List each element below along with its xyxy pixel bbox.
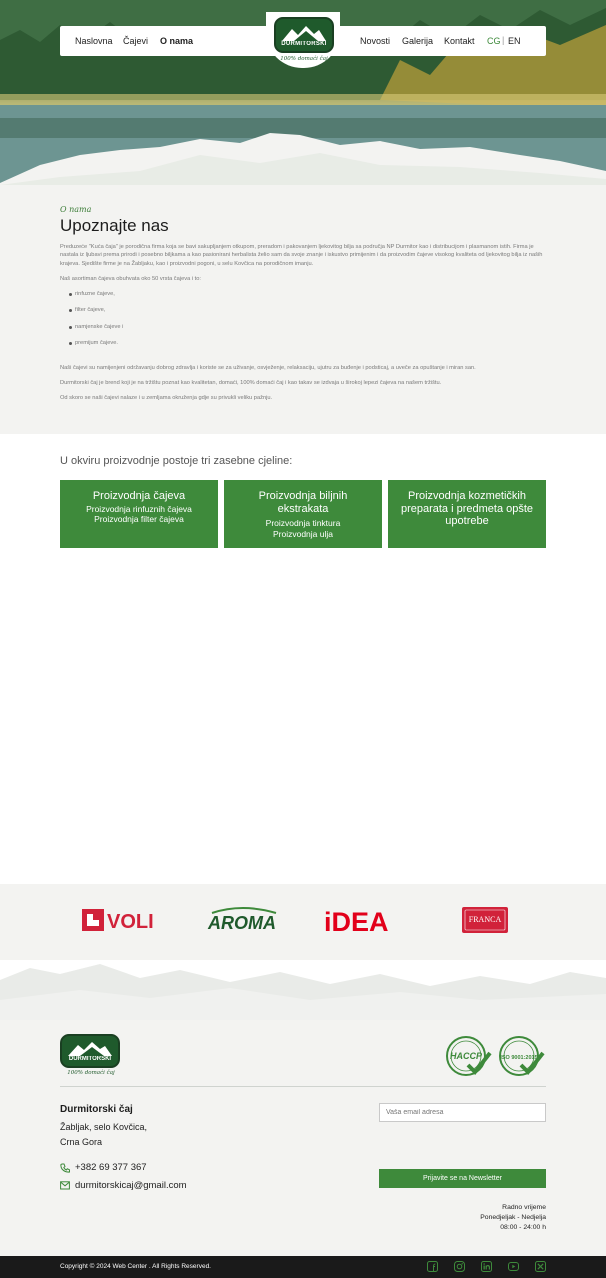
phone-number: +382 69 377 367 xyxy=(75,1162,147,1173)
mountain-logo-icon xyxy=(68,1041,112,1056)
email-address: durmitorskicaj@gmail.com xyxy=(75,1180,187,1191)
division-card-teas[interactable] xyxy=(60,480,218,548)
footer-logo[interactable] xyxy=(60,1034,120,1068)
mountain-divider xyxy=(0,125,606,185)
idea-logo-icon xyxy=(324,905,404,935)
nav-cajevi[interactable]: Čajevi xyxy=(123,36,149,46)
list-item: namjenske čajeve i xyxy=(69,324,546,341)
logo-tagline: 100% domaći čaj xyxy=(280,56,328,62)
partner-logo-idea[interactable] xyxy=(324,903,404,937)
list-item: premijum čajeve. xyxy=(69,340,546,357)
card-sub: Proizvodnja filter čajeva xyxy=(94,514,184,524)
card-title: Proizvodnja biljnih ekstrakata xyxy=(258,490,348,515)
lang-cg[interactable]: CG xyxy=(487,36,501,46)
mountain-logo-icon xyxy=(282,25,326,41)
youtube-icon[interactable] xyxy=(508,1261,519,1272)
about-paragraph-5: Od skoro se naši čajevi nalaze i u zemljama okruženja gdje su privukli veliku pažnju. xyxy=(60,395,273,402)
phone-icon xyxy=(60,1163,70,1173)
nav-o-nama[interactable]: O nama xyxy=(160,36,194,46)
hours-days: Ponedjeljak - Nedjelja xyxy=(480,1213,546,1221)
address-line: Crna Gora xyxy=(60,1137,103,1147)
copyright-text: Copyright © 2024 Web Center . All Rights Reserved. xyxy=(60,1263,211,1270)
section-eyebrow: O nama xyxy=(60,205,92,214)
hours-label: Radno vrijeme xyxy=(502,1204,546,1211)
working-hours xyxy=(480,1203,546,1232)
card-sub: Proizvodnja tinktura xyxy=(265,518,341,528)
nav-kontakt[interactable]: Kontakt xyxy=(444,36,475,46)
newsletter-email-input[interactable] xyxy=(379,1103,546,1122)
logo[interactable] xyxy=(274,17,334,53)
partner-logo-aroma[interactable] xyxy=(206,903,280,937)
tea-types-list xyxy=(60,291,546,357)
iso-cert-icon xyxy=(497,1035,545,1077)
email-icon xyxy=(60,1181,70,1190)
partner-logo-voli[interactable] xyxy=(82,903,160,937)
footer-mountain-divider xyxy=(0,960,606,1020)
page-title: Upoznajte nas xyxy=(60,216,169,235)
logo-name: DURMITORSKI xyxy=(68,1056,112,1062)
card-title: Proizvodnja čajeva xyxy=(92,490,186,502)
x-twitter-icon[interactable] xyxy=(535,1261,546,1272)
footer-divider xyxy=(60,1086,546,1087)
card-sub: Proizvodnja ulja xyxy=(272,528,333,539)
nav-galerija[interactable]: Galerija xyxy=(402,36,434,46)
partner-logo-franca[interactable] xyxy=(462,903,508,937)
idea-text: iDEA xyxy=(324,907,389,935)
lang-separator: | xyxy=(502,35,505,45)
instagram-icon[interactable] xyxy=(454,1261,465,1272)
newsletter-subscribe-button[interactable]: Prijavite se na Newsletter xyxy=(379,1169,546,1188)
footer-company-name: Durmitorski čaj xyxy=(60,1104,133,1115)
footer-email[interactable] xyxy=(60,1180,187,1191)
haccp-text: HACCP xyxy=(449,1051,483,1061)
hours-time: 08:00 - 24:00 h xyxy=(500,1223,546,1231)
footer-address xyxy=(60,1120,147,1150)
footer-phone[interactable] xyxy=(60,1162,147,1173)
voli-logo-icon xyxy=(82,907,160,933)
about-paragraph-1: Preduzeće "Kuća čaja" je porodična firma koja se bavi sakupljanjem otkupom, preradom i pakovanjem ljekovitog bilja sa područja NP Durmitor kao i distribucijom i plasmanom istih. Firma je nastala iz ljubavi prema prirodi i posebno biljkama a kao pasionirani herbalista želio sam da svoje znanje i iskustvo primijenim i da proizvodim čajeve visokog kvaliteta od ljekovitog bilja iz naših krajeva. Sjedište firme je na Žabljaku, kao i proizvodni pogoni, u selu Kovčica na porodičnom imanju. xyxy=(60,244,543,267)
franca-logo-icon xyxy=(462,907,508,933)
division-card-cosmetics[interactable] xyxy=(388,480,546,548)
nav-naslovna[interactable]: Naslovna xyxy=(75,36,113,46)
about-paragraph-2: Naš asortiman čajeva obuhvata oko 50 vrsta čajeva i to: xyxy=(60,276,201,283)
bottom-bar xyxy=(0,1256,606,1278)
divisions-title: U okviru proizvodnje postoje tri zasebne cjeline: xyxy=(60,455,293,467)
aroma-text: AROMA xyxy=(208,913,276,933)
haccp-cert-icon xyxy=(444,1035,492,1077)
about-paragraph-3: Naši čajevi su namijenjeni održavanju dobrog zdravlja i koriste se za uživanje, osvježenje, relaksaciju, ujutru za buđenje i podsticaj, a uveče za opuštanje i miran san. xyxy=(60,364,476,371)
card-title: Proizvodnja kozmetičkih preparata i predmeta opšte upotrebe xyxy=(400,490,534,527)
list-item: rinfuzne čajeve, xyxy=(69,291,546,308)
card-sub: Proizvodnja rinfuznih čajeva xyxy=(86,503,192,514)
about-paragraph-4: Durmitorski čaj je brend koji je na tržištu poznat kao kvalitetan, domaći, 100% domaći čaj i kao takav se izdvaja u širokoj lepezi čajeva na našem tržištu. xyxy=(60,380,442,387)
footer-logo-tagline: 100% domaći čaj xyxy=(67,1070,115,1076)
linkedin-icon[interactable] xyxy=(481,1261,492,1272)
franca-text: FRANCA xyxy=(468,915,502,924)
facebook-icon[interactable] xyxy=(427,1261,438,1272)
address-line: Žabljak, selo Kovčica, xyxy=(60,1122,148,1132)
list-item: filter čajeve, xyxy=(69,307,546,324)
about-section xyxy=(60,205,546,403)
nav-novosti[interactable]: Novosti xyxy=(360,36,391,46)
logo-name: DURMITORSKI xyxy=(281,41,327,47)
division-card-extracts[interactable] xyxy=(224,480,382,548)
iso-text: ISO 9001:2015 xyxy=(500,1055,538,1061)
voli-text: VOLI xyxy=(107,911,154,933)
lang-en[interactable]: EN xyxy=(508,36,521,46)
aroma-logo-icon xyxy=(206,905,280,935)
